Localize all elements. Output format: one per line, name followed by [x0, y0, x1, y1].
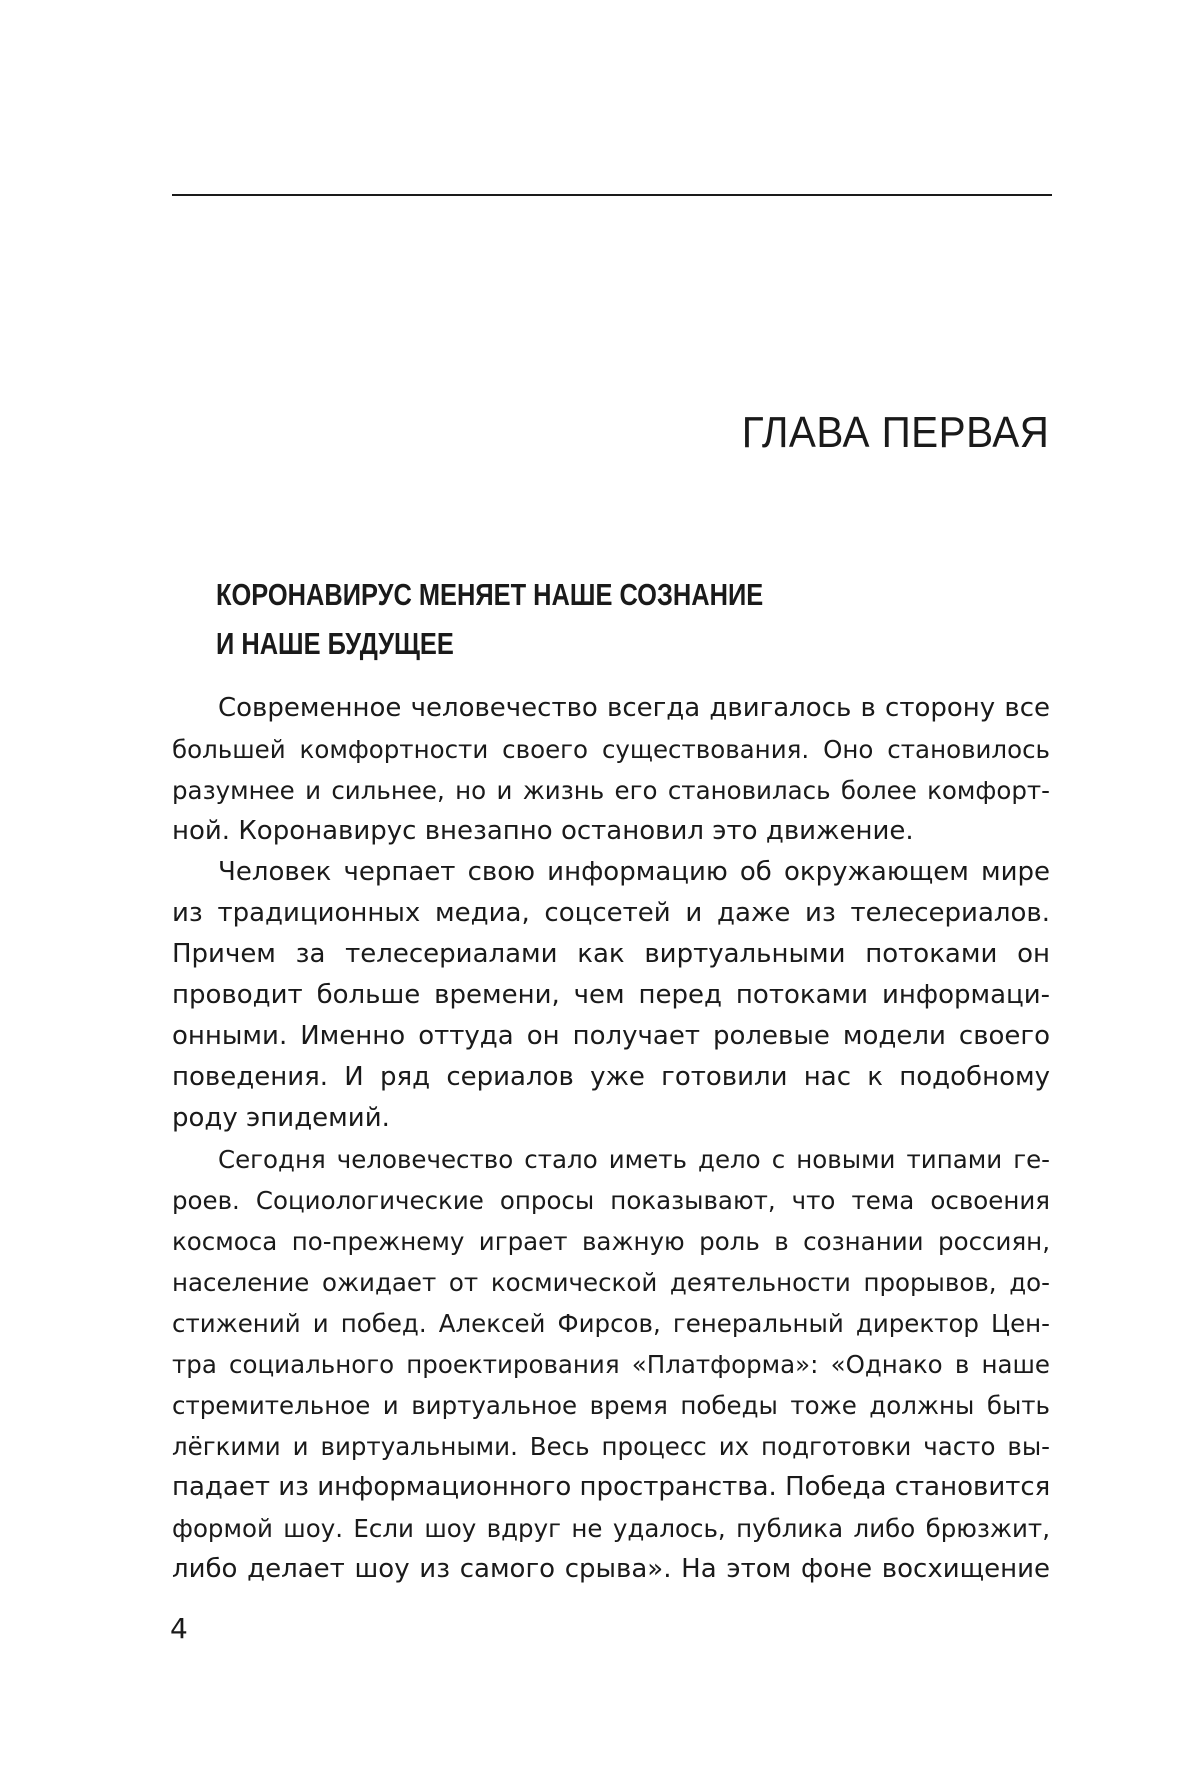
text-line: население ожидает от космической деятельности прорывов, до-	[172, 1268, 1050, 1297]
text-line: лёгкими и виртуальными. Весь процесс их подготовки часто вы-	[172, 1432, 1050, 1461]
text-line: поведения. И ряд сериалов уже готовили нас к подобному	[172, 1062, 1050, 1092]
section-heading-line-2: И НАШЕ БУДУЩЕЕ	[216, 626, 454, 661]
text-line: тра социального проектирования «Платформа»: «Однако в наше	[172, 1350, 1050, 1379]
section-heading-line-1: КОРОНАВИРУС МЕНЯЕТ НАШЕ СОЗНАНИЕ	[216, 577, 764, 612]
text-line: проводит больше времени, чем перед потоками информаци-	[172, 980, 1050, 1010]
text-line: либо делает шоу из самого срыва». На этом фоне восхищение	[172, 1554, 1050, 1584]
text-line: ной. Коронавирус внезапно остановил это движение.	[172, 816, 914, 846]
section-heading	[216, 570, 763, 668]
text-line: роев. Социологические опросы показывают, что тема освоения	[172, 1186, 1050, 1215]
text-line: разумнее и сильнее, но и жизнь его становилась более комфорт-	[172, 776, 1050, 805]
text-line: роду эпидемий.	[172, 1103, 390, 1133]
page-number: 4	[170, 1612, 188, 1645]
text-line: Современное человечество всегда двигалось в сторону все	[218, 693, 1050, 723]
text-line: падает из информационного пространства. Победа становится	[172, 1472, 1051, 1502]
text-line: формой шоу. Если шоу вдруг не удалось, публика либо брюзжит,	[172, 1514, 1050, 1543]
text-line: Причем за телесериалами как виртуальными потоками он	[172, 939, 1050, 969]
text-line: космоса по-прежнему играет важную роль в сознании россиян,	[172, 1227, 1050, 1256]
text-line: стремительное и виртуальное время победы тоже должны быть	[172, 1391, 1050, 1420]
text-line: стижений и побед. Алексей Фирсов, генеральный директор Цен-	[172, 1309, 1050, 1338]
body-text	[172, 688, 1050, 1590]
text-line: из традиционных медиа, соцсетей и даже из телесериалов.	[172, 898, 1050, 928]
text-line: онными. Именно оттуда он получает ролевые модели своего	[172, 1021, 1050, 1051]
chapter-title: ГЛАВА ПЕРВАЯ	[741, 408, 1049, 457]
text-line: большей комфортности своего существования. Оно становилось	[172, 735, 1050, 764]
text-line: Человек черпает свою информацию об окружающем мире	[218, 857, 1050, 887]
text-line: Сегодня человечество стало иметь дело с новыми типами ге-	[218, 1145, 1050, 1174]
top-rule	[172, 194, 1052, 196]
